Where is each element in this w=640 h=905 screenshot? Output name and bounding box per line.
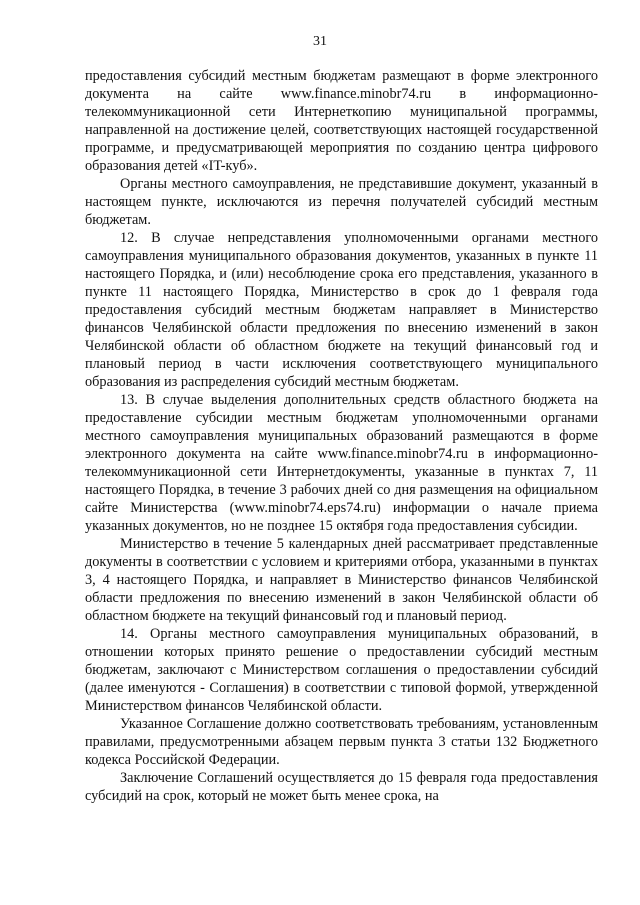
page-number: 31: [313, 34, 327, 49]
paragraph-2: Органы местного самоуправления, не представившие документ, указанный в настоящем пункте, исключаются из перечня получателей субсидий местным бюджетам.: [85, 176, 598, 228]
paragraph-7: Указанное Соглашение должно соответствовать требованиям, установленным правилами, предусмотренными абзацем первым пункта 3 статьи 132 Бюджетного кодекса Российской Федерации.: [85, 716, 598, 768]
paragraph-8: Заключение Соглашений осуществляется до 15 февраля года предоставления субсидий на срок, который не может быть менее срока, на: [85, 770, 598, 804]
paragraph-6: 14. Органы местного самоуправления муниципальных образований, в отношении которых принято решение о предоставлении субсидий местным бюджетам, заключают с Министерством соглашения о предоставлении субсидий (далее именуются - Соглашения) в соответствии с типовой формой, утвержденной Министерством финансов Челябинской области.: [85, 626, 598, 714]
document-body: [85, 67, 598, 805]
paragraph-3: 12. В случае непредставления уполномоченными органами местного самоуправления муниципального образования документов, указанных в пункте 11 настоящего Порядка, и (или) несоблюдение срока его представления, указанного в пункте 11 настоящего Порядка, Министерство в срок до 1 февраля года предоставления субсидий местным бюджетам направляет в Министерство финансов Челябинской области предложения по внесению изменений в закон Челябинской области об областном бюджете на текущий финансовый год и плановый период в части исключения соответствующего муниципального образования из распределения субсидий местным бюджетам.: [85, 230, 598, 390]
paragraph-4: 13. В случае выделения дополнительных средств областного бюджета на предоставление субсидии местным бюджетам уполномоченными органами местного самоуправления муниципальных образований размещаются в форме электронного документа на сайте www.finance.minobr74.ru в информационно-телекоммуникационной сети Интернетдокументы, указанные в пунктах 7, 11 настоящего Порядка, в течение 3 рабочих дней со дня размещения на официальном сайте Министерства (www.minobr74.eps74.ru) информации о начале приема указанных документов, но не позднее 15 октября года предоставления субсидии.: [85, 392, 598, 534]
paragraph-1: предоставления субсидий местным бюджетам размещают в форме электронного документа на сайте www.finance.minobr74.ru в информационно-телекоммуникационной сети Интернеткопию муниципальной программы, направленной на достижение целей, соответствующих настоящей государственной программе, и предусматривающей мероприятия по созданию центра цифрового образования детей «IT-куб».: [85, 68, 598, 174]
paragraph-5: Министерство в течение 5 календарных дней рассматривает представленные документы в соответствии с условием и критериями отбора, указанными в пунктах 3, 4 настоящего Порядка, и направляет в Министерство финансов Челябинской области предложения по внесению изменений в закон Челябинской области об областном бюджете на текущий финансовый год и плановый период.: [85, 536, 598, 624]
